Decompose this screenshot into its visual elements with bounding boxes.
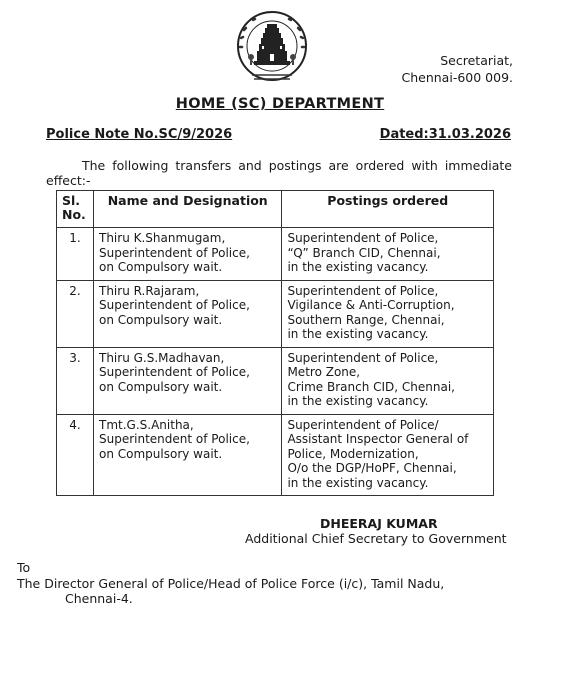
name-line: Thiru R.Rajaram, — [99, 283, 200, 298]
posting-line: Police, Modernization, — [287, 446, 419, 461]
posting-line: Crime Branch CID, Chennai, — [287, 379, 455, 394]
intro-line-2: effect:- — [46, 173, 91, 188]
name-line: on Compulsory wait. — [99, 260, 223, 274]
addressee-line-2: Chennai-4. — [65, 591, 133, 606]
name-line: Thiru K.Shanmugam, — [99, 231, 226, 245]
row-sl-no: 1. — [57, 228, 94, 281]
address-line-1: Secretariat, — [440, 53, 513, 68]
row-posting — [282, 347, 494, 414]
note-date: Dated:31.03.2026 — [379, 127, 511, 142]
row-sl-no: 3. — [57, 347, 94, 414]
posting-line: in the existing vacancy. — [287, 327, 429, 341]
header-sl-line1: Sl. — [62, 193, 81, 208]
row-sl-no: 4. — [57, 414, 94, 496]
name-line: Superintendent of Police, — [99, 432, 250, 446]
posting-line: Superintendent of Police, — [287, 350, 439, 365]
addressee-line-1: The Director General of Police/Head of Police Force (i/c), Tamil Nadu, — [17, 576, 445, 591]
posting-line: “Q” Branch CID, Chennai, — [287, 245, 441, 260]
signatory-designation: Additional Chief Secretary to Government — [245, 531, 507, 546]
row-sl-no: 2. — [57, 280, 94, 347]
police-note-number: Police Note No.SC/9/2026 — [46, 127, 233, 142]
header-sl-line2: No. — [62, 207, 86, 222]
table-row — [57, 414, 494, 496]
name-line: Superintendent of Police, — [99, 298, 250, 312]
row-posting — [282, 228, 494, 281]
posting-line: Superintendent of Police, — [287, 231, 439, 245]
posting-line: in the existing vacancy. — [287, 260, 429, 274]
row-name-designation — [94, 228, 282, 281]
posting-line: Assistant Inspector General of — [287, 432, 469, 446]
posting-line: Metro Zone, — [287, 365, 361, 379]
addressee-block — [17, 576, 537, 606]
name-line: Thiru G.S.Madhavan, — [99, 350, 225, 365]
transfers-table — [56, 190, 494, 496]
table-row — [57, 228, 494, 281]
intro-paragraph — [46, 158, 512, 188]
table-row — [57, 280, 494, 347]
table-header-row — [57, 191, 494, 228]
name-line: Superintendent of Police, — [99, 365, 250, 379]
header-postings-ordered: Postings ordered — [282, 191, 494, 228]
posting-line: Vigilance & Anti-Corruption, — [287, 298, 455, 312]
posting-line: in the existing vacancy. — [287, 394, 429, 408]
tamil-nadu-government-emblem-icon — [226, 8, 318, 90]
posting-line: Southern Range, Chennai, — [287, 312, 445, 327]
posting-line: Superintendent of Police, — [287, 283, 439, 298]
header-sl-no — [57, 191, 94, 228]
name-line: Tmt.G.S.Anitha, — [99, 417, 194, 432]
row-posting — [282, 280, 494, 347]
posting-line: O/o the DGP/HoPF, Chennai, — [287, 461, 457, 475]
to-label: To — [17, 560, 31, 575]
department-heading: HOME (SC) DEPARTMENT — [175, 96, 385, 112]
name-line: Superintendent of Police, — [99, 245, 250, 260]
row-name-designation — [94, 414, 282, 496]
name-line: on Compulsory wait. — [99, 446, 223, 461]
secretariat-address — [402, 52, 514, 86]
posting-line: Superintendent of Police/ — [287, 417, 439, 432]
address-line-2: Chennai-600 009. — [401, 70, 513, 85]
header-name-designation: Name and Designation — [94, 191, 282, 228]
row-name-designation — [94, 280, 282, 347]
name-line: on Compulsory wait. — [99, 379, 223, 394]
table-row — [57, 347, 494, 414]
row-name-designation — [94, 347, 282, 414]
intro-line-1: The following transfers and postings are ordered with immediate — [82, 158, 512, 173]
posting-line: in the existing vacancy. — [287, 475, 429, 490]
signatory-name: DHEERAJ KUMAR — [320, 516, 438, 531]
row-posting — [282, 414, 494, 496]
name-line: on Compulsory wait. — [99, 312, 223, 327]
